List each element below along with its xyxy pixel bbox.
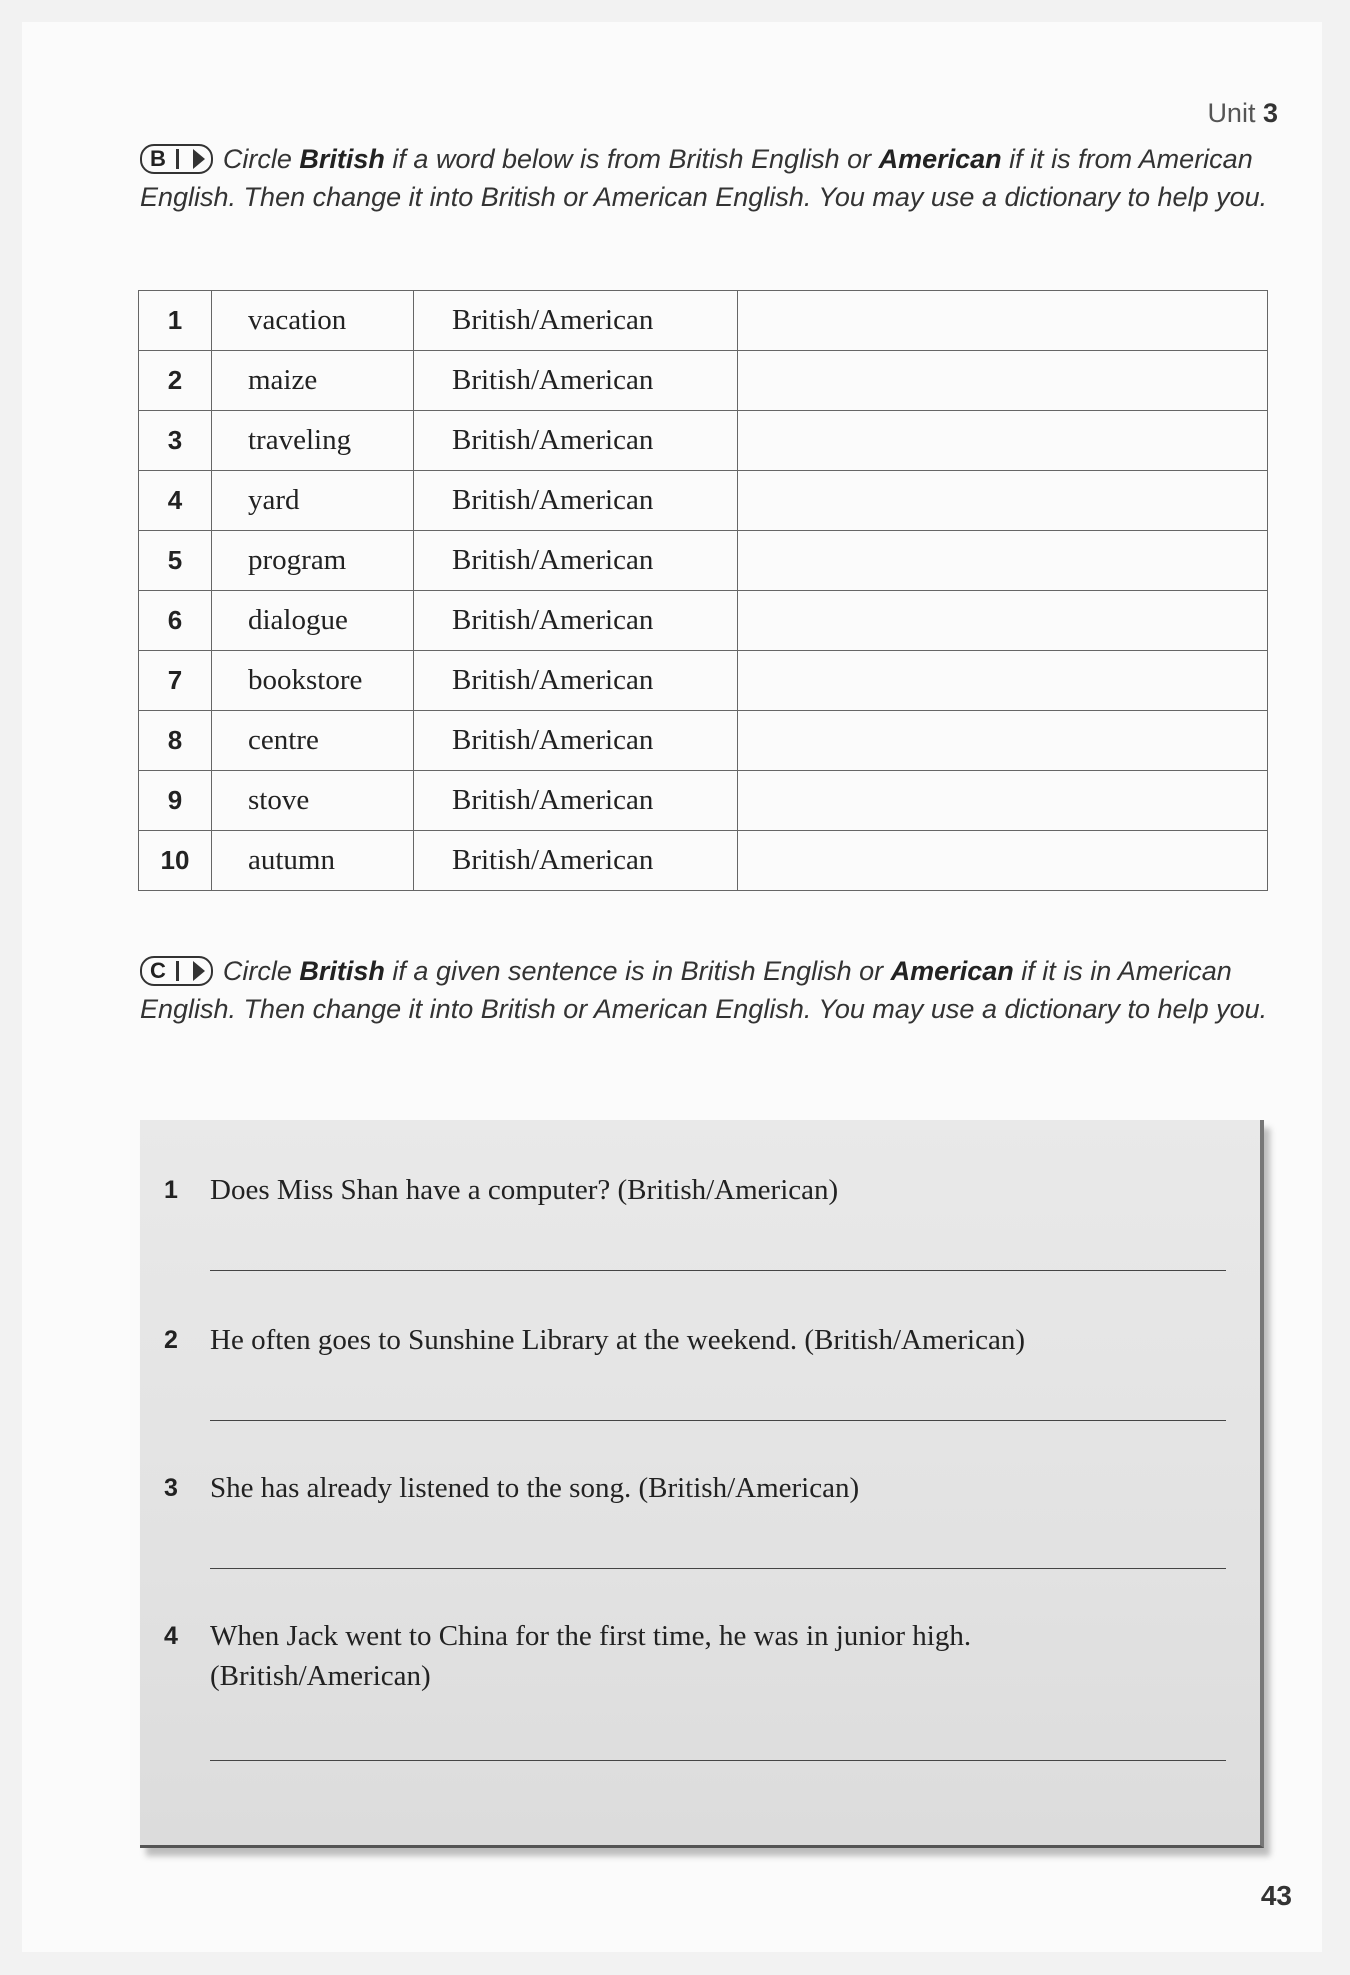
row-number: 6 [139,591,212,651]
unit-label: Unit [1207,98,1256,128]
section-b-badge: B [140,144,213,174]
british-american-choice[interactable]: British/American [414,831,738,891]
british-american-choice[interactable]: British/American [414,291,738,351]
british-american-choice[interactable]: British/American [414,411,738,471]
answer-cell[interactable] [738,771,1268,831]
word-cell: bookstore [212,651,414,711]
row-number: 4 [139,471,212,531]
section-b-instruction: B Circle British if a word below is from British English or American if it is from American English. Then change it into British or American English. You may use a dictionary to help you. [140,144,1268,212]
word-cell: autumn [212,831,414,891]
answer-line[interactable] [210,1760,1226,1761]
row-number: 5 [139,531,212,591]
answer-line[interactable] [210,1270,1226,1271]
word-cell: vacation [212,291,414,351]
answer-cell[interactable] [738,531,1268,591]
row-number: 9 [139,771,212,831]
answer-cell[interactable] [738,651,1268,711]
play-arrow-icon [193,961,205,981]
word-cell: stove [212,771,414,831]
table-row [139,711,1268,771]
table-row [139,771,1268,831]
question-number: 1 [164,1176,178,1204]
british-american-choice[interactable]: British/American [414,711,738,771]
word-cell: program [212,531,414,591]
unit-number: 3 [1262,98,1278,128]
table-row [139,831,1268,891]
section-c-instruction: C Circle British if a given sentence is in British English or American if it is in American English. Then change it into British or American English. You may use a dictionary to help you. [140,956,1268,1024]
table-row [139,291,1268,351]
question-text: Does Miss Shan have a computer? (British/American) [210,1174,839,1206]
british-american-choice[interactable]: British/American [414,471,738,531]
answer-cell[interactable] [738,351,1268,411]
table-row [139,351,1268,411]
answer-cell[interactable] [738,591,1268,651]
word-cell: traveling [212,411,414,471]
word-cell: yard [212,471,414,531]
row-number: 3 [139,411,212,471]
question-number: 3 [164,1474,178,1502]
table-row [139,531,1268,591]
answer-line[interactable] [210,1420,1226,1421]
row-number: 7 [139,651,212,711]
british-american-choice[interactable]: British/American [414,771,738,831]
answer-cell[interactable] [738,831,1268,891]
page-number: 43 [1260,1880,1292,1911]
table-row [139,471,1268,531]
row-number: 2 [139,351,212,411]
section-c-badge: C [140,956,213,986]
sentence-exercise-box [140,1120,1264,1848]
question-number: 4 [164,1622,178,1650]
answer-cell[interactable] [738,711,1268,771]
table-row [139,591,1268,651]
british-american-word-table [138,290,1268,891]
british-american-choice[interactable]: British/American [414,531,738,591]
row-number: 1 [139,291,212,351]
british-american-choice[interactable]: British/American [414,591,738,651]
question-text: He often goes to Sunshine Library at the weekend. (British/American) [210,1324,1025,1356]
answer-cell[interactable] [738,471,1268,531]
row-number: 10 [139,831,212,891]
british-american-choice[interactable]: British/American [414,351,738,411]
british-american-choice[interactable]: British/American [414,651,738,711]
question-text: She has already listened to the song. (British/American) [210,1472,860,1504]
row-number: 8 [139,711,212,771]
answer-cell[interactable] [738,411,1268,471]
answer-line[interactable] [210,1568,1226,1569]
question-number: 2 [164,1326,178,1354]
word-cell: centre [212,711,414,771]
word-cell: maize [212,351,414,411]
answer-cell[interactable] [738,291,1268,351]
question-text: When Jack went to China for the first time, he was in junior high. (British/American) [210,1620,972,1692]
table-row [139,411,1268,471]
play-arrow-icon [193,149,205,169]
word-cell: dialogue [212,591,414,651]
unit-header [1207,98,1278,129]
table-row [139,651,1268,711]
